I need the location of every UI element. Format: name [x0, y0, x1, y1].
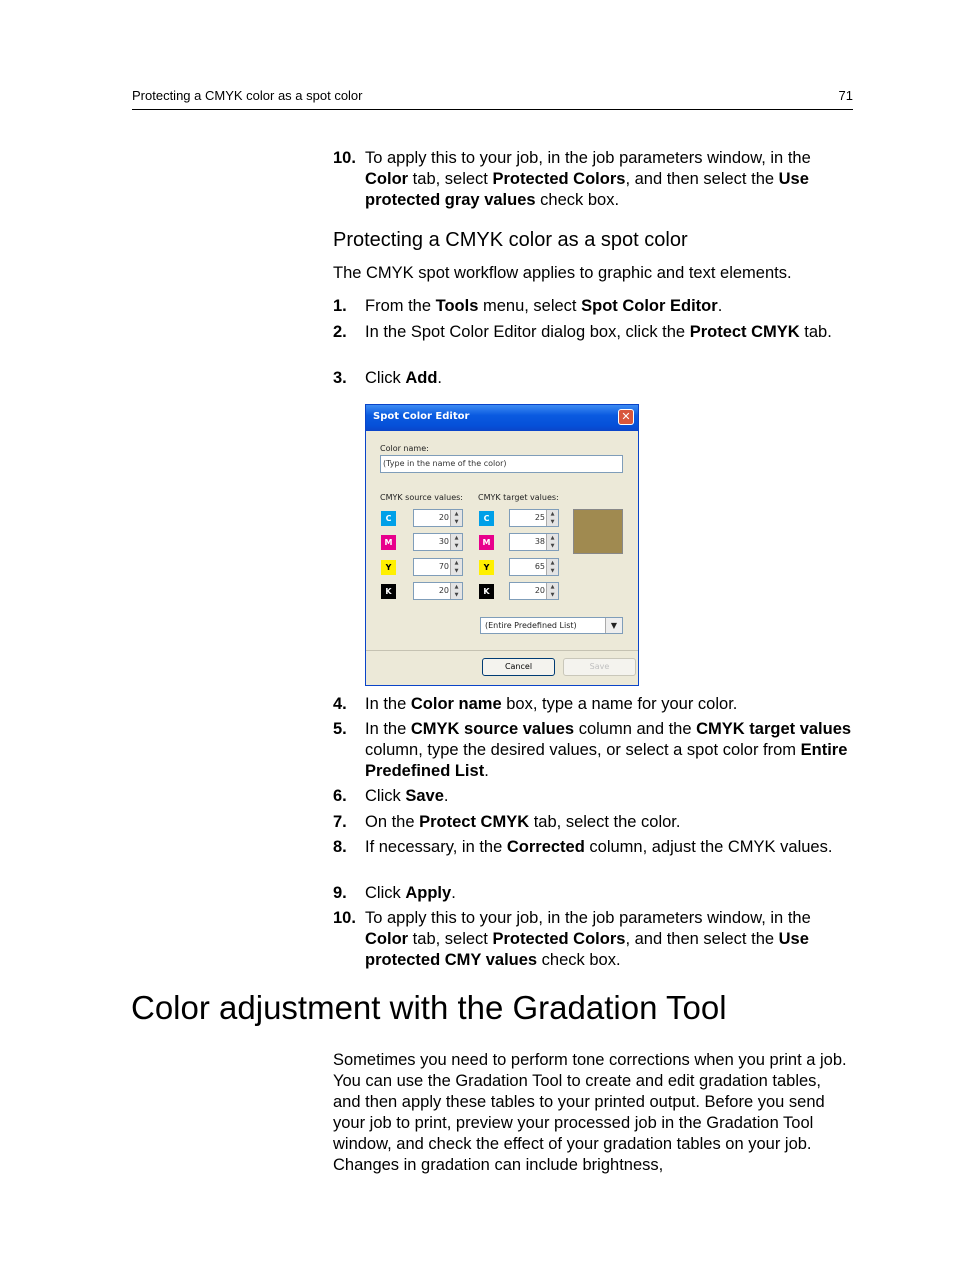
- target-value: 65: [534, 562, 545, 571]
- source-value: 20: [438, 513, 449, 522]
- step-8: [333, 837, 853, 858]
- step-text: In the CMYK source values column and the CMYK target values column, type the desired values, or select a spot color from Entire Predefined List.: [365, 720, 852, 780]
- channel-swatch-k: K: [381, 584, 396, 599]
- step-text: On the Protect CMYK tab, select the color.: [365, 813, 681, 831]
- gradation-paragraph: Sometimes you need to perform tone corrections when you print a job. You can use the Gradation Tool to create and edit gradation tables, and then apply these tables to your printed output. Before you send your job to print, preview your processed job in the Gradation Tool window, and check the effect of your gradation tables on your job. Changes in gradation can include brightness,: [333, 1051, 847, 1174]
- target-values-label: CMYK target values:: [478, 493, 559, 502]
- step-10-gray: [333, 148, 853, 211]
- step-text: To apply this to your job, in the job parameters window, in the Color tab, select Protected Colors, and then select the Use protected CMY values check box.: [365, 909, 811, 969]
- target-value-k-stepper[interactable]: [509, 582, 559, 600]
- cancel-button[interactable]: Cancel: [482, 658, 555, 676]
- channel-swatch-k: K: [479, 584, 494, 599]
- step-2: [333, 322, 853, 343]
- step-number: 5.: [333, 720, 347, 738]
- step-5: [333, 719, 853, 782]
- color-name-input[interactable]: (Type in the name of the color): [380, 455, 623, 473]
- step-number: 8.: [333, 838, 347, 856]
- channel-swatch-c: C: [479, 511, 494, 526]
- chevron-down-icon: ▼: [605, 618, 622, 633]
- step-text: If necessary, in the Corrected column, adjust the CMYK values.: [365, 838, 833, 856]
- step-number: 7.: [333, 813, 347, 831]
- spin-arrows-icon[interactable]: ▲ ▼: [546, 583, 558, 599]
- channel-swatch-c: C: [381, 511, 396, 526]
- step-number: 2.: [333, 323, 347, 341]
- channel-swatch-y: Y: [381, 560, 396, 575]
- spin-arrows-icon[interactable]: ▲ ▼: [546, 510, 558, 526]
- source-value-m-stepper[interactable]: [413, 533, 463, 551]
- target-value-y-stepper[interactable]: [509, 558, 559, 576]
- source-value-c-stepper[interactable]: [413, 509, 463, 527]
- spin-arrows-icon[interactable]: ▲ ▼: [546, 559, 558, 575]
- dialog-titlebar: [366, 405, 638, 431]
- spin-arrows-icon[interactable]: ▲ ▼: [450, 534, 462, 550]
- target-value: 38: [534, 537, 545, 546]
- dialog-title: Spot Color Editor: [373, 411, 470, 422]
- source-value: 30: [438, 537, 449, 546]
- spot-color-editor-dialog: [365, 404, 639, 686]
- page-number: 71: [838, 88, 853, 103]
- channel-swatch-y: Y: [479, 560, 494, 575]
- color-name-label: Color name:: [380, 444, 429, 453]
- step-number: 4.: [333, 695, 347, 713]
- source-value-y-stepper[interactable]: [413, 558, 463, 576]
- step-7: [333, 812, 853, 833]
- source-value: 20: [438, 586, 449, 595]
- step-text: Click Save.: [365, 787, 449, 805]
- predefined-list-dropdown[interactable]: [480, 617, 623, 634]
- step-4: [333, 694, 853, 715]
- step-1: [333, 296, 853, 317]
- step-text: From the Tools menu, select Spot Color Editor.: [365, 297, 723, 315]
- close-icon[interactable]: ✕: [618, 409, 634, 425]
- step-number: 6.: [333, 787, 347, 805]
- section-subheading: Protecting a CMYK color as a spot color: [333, 229, 688, 251]
- step-number: 1.: [333, 297, 347, 315]
- step-text: Click Apply.: [365, 884, 456, 902]
- step-text: In the Spot Color Editor dialog box, click the Protect CMYK tab.: [365, 323, 832, 341]
- dialog-divider: [366, 650, 638, 651]
- source-value: 70: [438, 562, 449, 571]
- dropdown-value: (Entire Predefined List): [485, 621, 577, 630]
- save-button[interactable]: Save: [563, 658, 636, 676]
- step-text: To apply this to your job, in the job parameters window, in the Color tab, select Protected Colors, and then select the Use protected gray values check box.: [365, 149, 811, 209]
- step-number: 10.: [333, 149, 356, 167]
- step-number: 9.: [333, 884, 347, 902]
- running-header-title: Protecting a CMYK color as a spot color: [132, 88, 363, 103]
- step-9: [333, 883, 853, 904]
- step-10-cmy: [333, 908, 853, 971]
- header-rule: [132, 109, 853, 110]
- spin-arrows-icon[interactable]: ▲ ▼: [450, 510, 462, 526]
- step-number: 10.: [333, 909, 356, 927]
- channel-swatch-m: M: [381, 535, 396, 550]
- step-number: 3.: [333, 369, 347, 387]
- section-intro: The CMYK spot workflow applies to graphic and text elements.: [333, 264, 792, 282]
- target-value: 20: [534, 586, 545, 595]
- target-value-m-stepper[interactable]: [509, 533, 559, 551]
- source-values-label: CMYK source values:: [380, 493, 463, 502]
- step-text: Click Add.: [365, 369, 443, 387]
- gradation-heading: Color adjustment with the Gradation Tool: [131, 989, 727, 1026]
- step-text: In the Color name box, type a name for your color.: [365, 695, 738, 713]
- spin-arrows-icon[interactable]: ▲ ▼: [546, 534, 558, 550]
- spin-arrows-icon[interactable]: ▲ ▼: [450, 559, 462, 575]
- color-preview-swatch: [573, 509, 623, 554]
- spin-arrows-icon[interactable]: ▲ ▼: [450, 583, 462, 599]
- step-6: [333, 786, 853, 807]
- target-value: 25: [534, 513, 545, 522]
- source-value-k-stepper[interactable]: [413, 582, 463, 600]
- target-value-c-stepper[interactable]: [509, 509, 559, 527]
- channel-swatch-m: M: [479, 535, 494, 550]
- step-3: [333, 368, 853, 389]
